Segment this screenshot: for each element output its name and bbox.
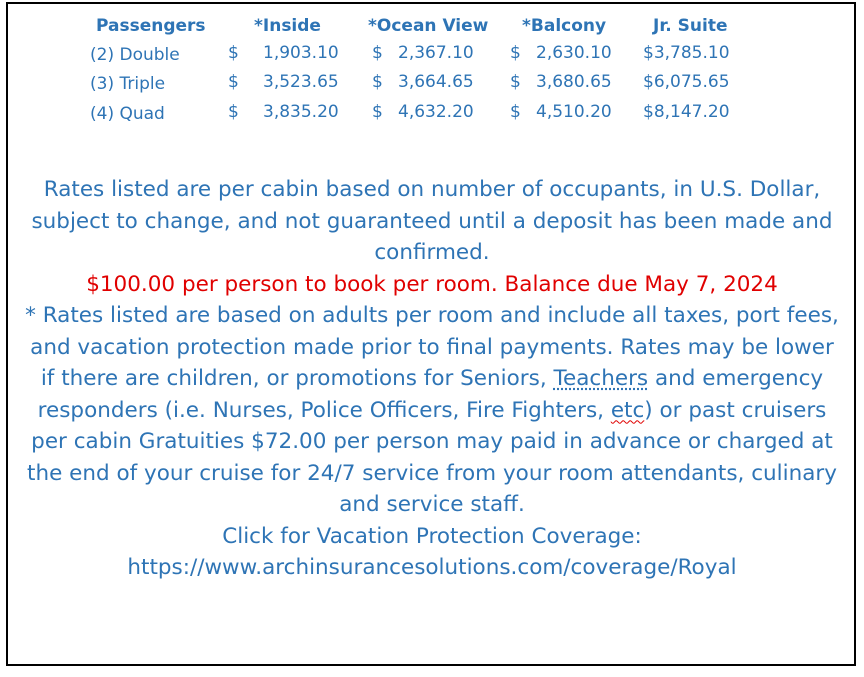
row-passengers: (3) Triple [90,74,166,94]
row-passengers: (2) Double [90,45,180,65]
row-ocean-view-price: 4,632.20 [398,102,474,122]
header-ocean-view: *Ocean View [368,16,489,36]
row-balcony-price: 3,680.65 [536,72,612,92]
coverage-label: Click for Vacation Protection Coverage: [222,523,642,549]
details-part-1: * Rates listed are based on adults per room and include all taxes, port fees, and vacation protection made prior to final payments. Rates may be lower if there are children, or promotions for Seniors, [25,303,839,391]
currency-symbol: $ [372,102,383,122]
currency-symbol: $ [510,43,521,63]
row-balcony-price: 4,510.20 [536,102,612,122]
currency-symbol: $ [228,43,239,63]
currency-symbol: $ [228,72,239,92]
header-passengers: Passengers [96,16,206,36]
rates-flyer [6,2,856,666]
row-inside-price: 1,903.10 [263,43,339,63]
header-balcony: *Balcony [522,16,607,36]
cabin-rates-table [8,4,858,134]
currency-symbol: $ [510,72,521,92]
row-ocean-view-price: 3,664.65 [398,72,474,92]
rate-notes [22,174,842,584]
row-inside-price: 3,523.65 [263,72,339,92]
header-jr-suite: Jr. Suite [653,16,728,36]
row-jr-suite-price: $6,075.65 [643,72,730,92]
rates-info-text: Rates listed are per cabin based on number of occupants, in U.S. Dollar, subject to change, and not guaranteed until a deposit has been made and confirmed. [31,177,833,265]
coverage-link[interactable]: https://www.archinsurancesolutions.com/coverage/Royal [127,555,737,580]
row-passengers: (4) Quad [90,104,165,124]
rates-details-text [22,300,842,521]
details-teachers: Teachers [553,366,649,391]
row-balcony-price: 2,630.10 [536,43,612,63]
row-ocean-view-price: 2,367.10 [398,43,474,63]
currency-symbol: $ [372,43,383,63]
deposit-text: $100.00 per person to book per room. Balance due May 7, 2024 [86,271,778,297]
details-etc: etc [610,397,645,423]
currency-symbol: $ [372,72,383,92]
row-jr-suite-price: $3,785.10 [643,43,730,63]
details-part-2: and emergency responders (i.e. Nurses, Police Officers, Fire Fighters, [37,366,824,423]
row-inside-price: 3,835.20 [263,102,339,122]
header-inside: *Inside [254,16,321,36]
currency-symbol: $ [510,102,521,122]
details-part-3: ) or past cruisers per cabin Gratuities $72.00 per person may paid in advance or charged at the end of your cruise for 24/7 service from your room attendants, culinary and service staff. [27,397,837,517]
currency-symbol: $ [228,102,239,122]
row-jr-suite-price: $8,147.20 [643,102,730,122]
